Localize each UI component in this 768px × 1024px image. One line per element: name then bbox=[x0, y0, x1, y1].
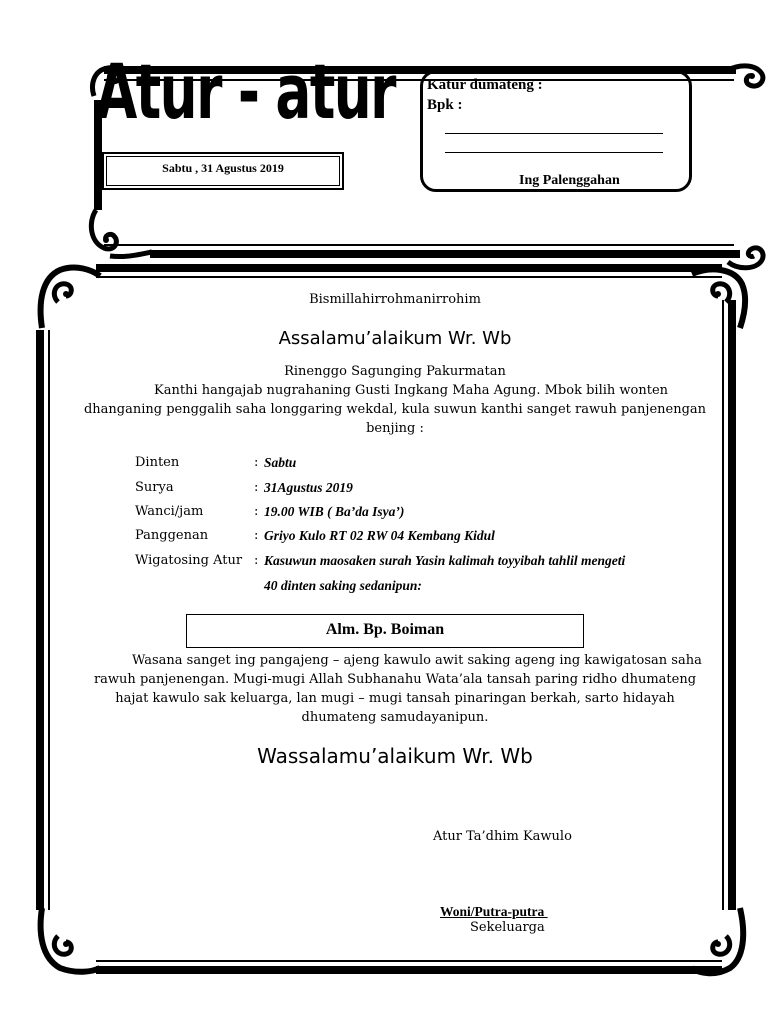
detail-value-time: 19.00 WIB ( Ba’da Isya’) bbox=[264, 504, 405, 519]
addressee-name-label: Bpk : bbox=[427, 97, 463, 113]
card-bottom-border bbox=[96, 966, 722, 974]
intro-line-3: benjing : bbox=[366, 421, 424, 436]
deceased-name: Alm. Bp. Boiman bbox=[325, 621, 445, 638]
farewell: Wassalamu’alaikum Wr. Wb bbox=[257, 744, 533, 768]
detail-value-purpose-cont: 40 dinten saking sedanipun: bbox=[264, 578, 422, 593]
detail-value-place: Griyo Kulo RT 02 RW 04 Kembang Kidul bbox=[264, 528, 495, 543]
address-box bbox=[420, 70, 692, 192]
card-bottom-inner bbox=[96, 960, 722, 962]
family: Sekeluarga bbox=[470, 920, 545, 935]
corner-ornament-icon bbox=[726, 60, 768, 102]
detail-colon: : bbox=[254, 504, 259, 519]
detail-colon: : bbox=[254, 480, 259, 495]
corner-ornament-icon bbox=[36, 262, 106, 332]
date-box bbox=[102, 152, 344, 190]
detail-colon: : bbox=[254, 455, 259, 470]
corner-ornament-icon bbox=[690, 262, 750, 332]
bismillah: Bismillahirrohmanirrohim bbox=[309, 292, 481, 307]
top-frame-inner-bottom bbox=[104, 244, 734, 246]
corner-ornament-icon bbox=[36, 906, 106, 980]
event-date: Sabtu , 31 Agustus 2019 bbox=[162, 161, 284, 175]
addressee-label: Katur dumateng : bbox=[427, 77, 543, 93]
deceased-name-box bbox=[186, 614, 584, 648]
detail-label-purpose: Wigatosing Atur bbox=[135, 553, 243, 568]
intro-line-2: dhanganing penggalih saha longgaring wekdal, kula suwun kanthi sanget rawuh panjenengan bbox=[83, 402, 707, 417]
corner-ornament-icon bbox=[690, 906, 750, 980]
regards: Atur Ta’dhim Kawulo bbox=[433, 829, 572, 844]
detail-value-purpose: Kasuwun maosaken surah Yasin kalimah toyyibah tahlil mengeti bbox=[264, 553, 626, 568]
address-blank-line bbox=[445, 133, 663, 134]
detail-colon: : bbox=[254, 528, 259, 543]
card-left-inner bbox=[48, 330, 50, 910]
address-blank-line bbox=[445, 152, 663, 153]
signature: Woni/Putra-putra bbox=[440, 904, 548, 919]
card-right-border bbox=[728, 300, 736, 910]
top-frame-bottom-border bbox=[150, 250, 740, 258]
closing-line-4: dhumateng samudayanipun. bbox=[301, 710, 489, 725]
detail-label-time: Wanci/jam bbox=[135, 504, 204, 519]
detail-label-day: Dinten bbox=[135, 455, 180, 470]
address-place: Ing Palenggahan bbox=[519, 173, 620, 188]
detail-value-date: 31Agustus 2019 bbox=[264, 480, 353, 495]
closing-line-1: Wasana sanget ing pangajeng – ajeng kawulo awit saking ageng ing kawigatosan saha bbox=[132, 653, 702, 668]
intro-line-1: Kanthi hangajab nugrahaning Gusti Ingkang Maha Agung. Mbok bilih wonten bbox=[154, 383, 669, 398]
card-top-inner bbox=[96, 276, 722, 278]
detail-label-date: Surya bbox=[135, 480, 174, 495]
card-top-border bbox=[96, 264, 722, 272]
page-title: Atur - atur bbox=[96, 47, 395, 136]
detail-colon: : bbox=[254, 553, 259, 568]
detail-value-day: Sabtu bbox=[264, 455, 297, 470]
salutation: Rinenggo Sagunging Pakurmatan bbox=[284, 364, 506, 379]
detail-label-place: Panggenan bbox=[135, 528, 209, 543]
card-left-border bbox=[36, 330, 44, 910]
card-right-inner bbox=[722, 300, 724, 910]
corner-ornament-icon bbox=[86, 206, 156, 262]
closing-line-2: rawuh panjenengan. Mugi-mugi Allah Subhanahu Wata’ala tansah paring ridho dhumateng bbox=[93, 672, 697, 687]
greeting: Assalamu’alaikum Wr. Wb bbox=[278, 328, 512, 349]
closing-line-3: hajat kawulo sak keluarga, lan mugi – mugi tansah pinaringan berkah, sarto hidayah bbox=[115, 691, 675, 706]
